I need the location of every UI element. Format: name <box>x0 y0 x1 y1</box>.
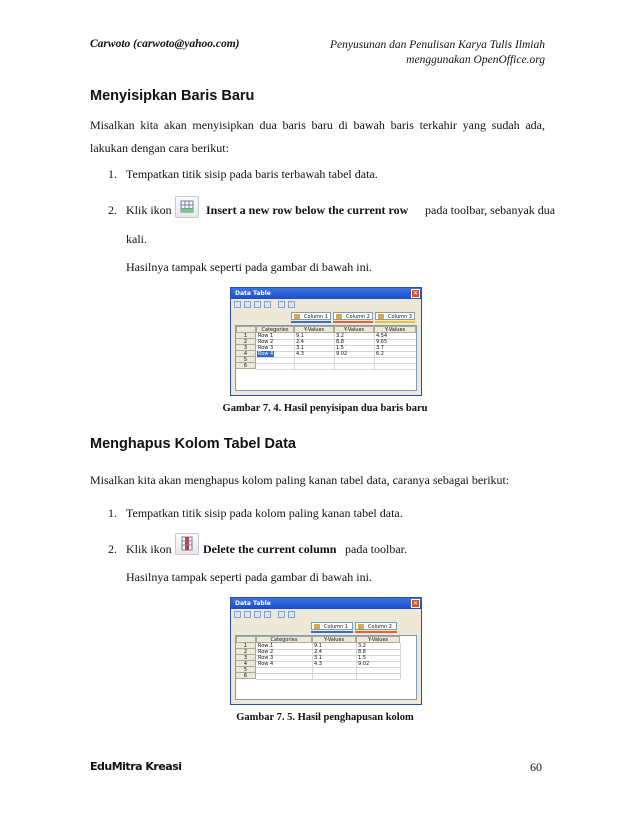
insert-column-icon[interactable] <box>244 301 251 308</box>
series-name-field[interactable]: Column 2 <box>333 312 373 320</box>
list-item-bold: Delete the current column <box>203 542 337 556</box>
result-text: Hasilnya tampak seperti pada gambar di bawah ini. <box>126 570 372 584</box>
series-name-field[interactable]: Column 1 <box>311 622 353 630</box>
row-number: 2 <box>236 339 256 345</box>
table-cell[interactable]: 8.8 <box>358 649 366 655</box>
delete-column-icon <box>175 533 199 555</box>
table-cell[interactable]: 9.65 <box>376 339 388 345</box>
column-header: Y-Values <box>294 326 334 333</box>
column-header: Y-Values <box>356 636 400 643</box>
delete-column-icon[interactable] <box>264 611 271 618</box>
table-cell[interactable]: 9.1 <box>296 333 304 339</box>
dialog-title: Data Table <box>235 290 271 297</box>
series-name-field[interactable]: Column 1 <box>291 312 331 320</box>
table-cell[interactable]: 9.02 <box>336 351 348 357</box>
move-left-icon[interactable] <box>278 301 285 308</box>
insert-row-below-icon <box>175 196 199 218</box>
table-cell[interactable]: Row 2 <box>258 339 274 345</box>
series-name-field[interactable]: Column 2 <box>355 622 397 630</box>
table-cell[interactable]: 2.4 <box>314 649 322 655</box>
move-right-icon[interactable] <box>288 301 295 308</box>
header-title <box>330 38 545 68</box>
list-number: 1. <box>108 506 117 520</box>
section1-paragraph-line2: lakukan dengan cara berikut: <box>90 141 229 155</box>
list-item: Tempatkan titik sisip pada baris terbawah tabel data. <box>126 167 378 181</box>
insert-row-icon[interactable] <box>234 301 241 308</box>
table-cell[interactable]: 9.1 <box>314 643 322 649</box>
data-grid[interactable] <box>235 325 417 391</box>
list-item: Tempatkan titik sisip pada kolom paling kanan tabel data. <box>126 506 403 520</box>
table-cell[interactable]: 2.4 <box>296 339 304 345</box>
column-header: Y-Values <box>374 326 416 333</box>
list-item-bold: Insert a new row below the current row <box>206 203 409 217</box>
table-cell[interactable]: 1.5 <box>336 345 344 351</box>
table-cell[interactable]: 6.2 <box>376 351 384 357</box>
move-right-icon[interactable] <box>288 611 295 618</box>
data-table-dialog <box>230 597 422 705</box>
figure-caption: Gambar 7. 5. Hasil penghapusan kolom <box>236 712 414 723</box>
row-number: 1 <box>236 333 256 339</box>
row-number: 3 <box>236 655 256 661</box>
header-title-line2: menggunakan OpenOffice.org <box>406 54 545 66</box>
row-number: 6 <box>236 363 256 369</box>
move-left-icon[interactable] <box>278 611 285 618</box>
table-cell[interactable]: 9.02 <box>358 661 370 667</box>
table-cell[interactable]: 3.7 <box>376 345 384 351</box>
row-number: 3 <box>236 345 256 351</box>
list-item-text: pada toolbar, sebanyak dua <box>425 203 556 217</box>
data-table-dialog <box>230 287 422 396</box>
table-cell[interactable]: Row 3 <box>258 345 274 351</box>
page-number: 60 <box>530 760 542 774</box>
row-number: 2 <box>236 649 256 655</box>
column-header: Categories <box>256 326 294 333</box>
table-cell-selected[interactable]: Row 4 <box>258 351 274 357</box>
list-number: 1. <box>108 167 117 181</box>
list-item-text: Klik ikon <box>126 203 172 217</box>
table-cell[interactable]: Row 4 <box>258 661 274 667</box>
table-cell[interactable]: 4.54 <box>376 333 388 339</box>
table-cell[interactable]: 3.2 <box>358 643 366 649</box>
figure-caption: Gambar 7. 4. Hasil penyisipan dua baris baru <box>222 403 428 414</box>
list-item-text: pada toolbar. <box>345 542 407 556</box>
list-item-text: kali. <box>126 232 147 246</box>
result-text: Hasilnya tampak seperti pada gambar di bawah ini. <box>126 260 372 274</box>
delete-row-icon[interactable] <box>254 611 261 618</box>
delete-column-icon[interactable] <box>264 301 271 308</box>
table-cell[interactable]: 3.1 <box>296 345 304 351</box>
table-cell[interactable]: 3.2 <box>336 333 344 339</box>
table-cell[interactable]: Row 2 <box>258 649 274 655</box>
table-cell[interactable]: 4.3 <box>314 661 322 667</box>
section1-paragraph-line1: Misalkan kita akan menyisipkan dua baris baru di bawah baris terkahir yang sudah ada, <box>90 118 545 132</box>
series-name-field[interactable]: Column 3 <box>375 312 415 320</box>
table-cell[interactable]: Row 3 <box>258 655 274 661</box>
header-title-line1: Penyusunan dan Penulisan Karya Tulis Ilmiah <box>330 39 545 51</box>
close-icon[interactable]: ✕ <box>412 600 419 607</box>
column-header: Y-Values <box>312 636 356 643</box>
row-number: 4 <box>236 661 256 667</box>
table-cell[interactable]: Row 1 <box>258 333 274 339</box>
list-number: 2. <box>108 203 117 217</box>
row-number: 6 <box>236 673 256 679</box>
section-heading-delete-column: Menghapus Kolom Tabel Data <box>90 436 296 452</box>
column-header: Categories <box>256 636 312 643</box>
insert-row-icon[interactable] <box>234 611 241 618</box>
row-number: 5 <box>236 667 256 673</box>
publisher-logo-text: EduMitra Kreasi <box>90 760 182 773</box>
row-number: 5 <box>236 357 256 363</box>
header-author: Carwoto (carwoto@yahoo.com) <box>90 38 240 50</box>
close-icon[interactable]: ✕ <box>412 290 419 297</box>
dialog-toolbar <box>234 301 295 309</box>
row-number: 1 <box>236 643 256 649</box>
table-cell[interactable]: 3.1 <box>314 655 322 661</box>
section2-paragraph: Misalkan kita akan menghapus kolom paling kanan tabel data, caranya sebagai berikut: <box>90 473 510 487</box>
column-header: Y-Values <box>334 326 374 333</box>
data-grid[interactable] <box>235 635 417 700</box>
dialog-titlebar <box>231 288 421 299</box>
delete-row-icon[interactable] <box>254 301 261 308</box>
dialog-title: Data Table <box>235 600 271 607</box>
list-item-text: Klik ikon <box>126 542 172 556</box>
list-number: 2. <box>108 542 117 556</box>
section-heading-insert-rows: Menyisipkan Baris Baru <box>90 88 255 104</box>
dialog-titlebar <box>231 598 421 609</box>
table-cell[interactable]: 8.8 <box>336 339 344 345</box>
table-cell[interactable]: 1.5 <box>358 655 366 661</box>
table-cell[interactable]: 4.3 <box>296 351 304 357</box>
insert-column-icon[interactable] <box>244 611 251 618</box>
table-cell[interactable]: Row 1 <box>258 643 274 649</box>
dialog-toolbar <box>234 611 295 619</box>
row-number: 4 <box>236 351 256 357</box>
